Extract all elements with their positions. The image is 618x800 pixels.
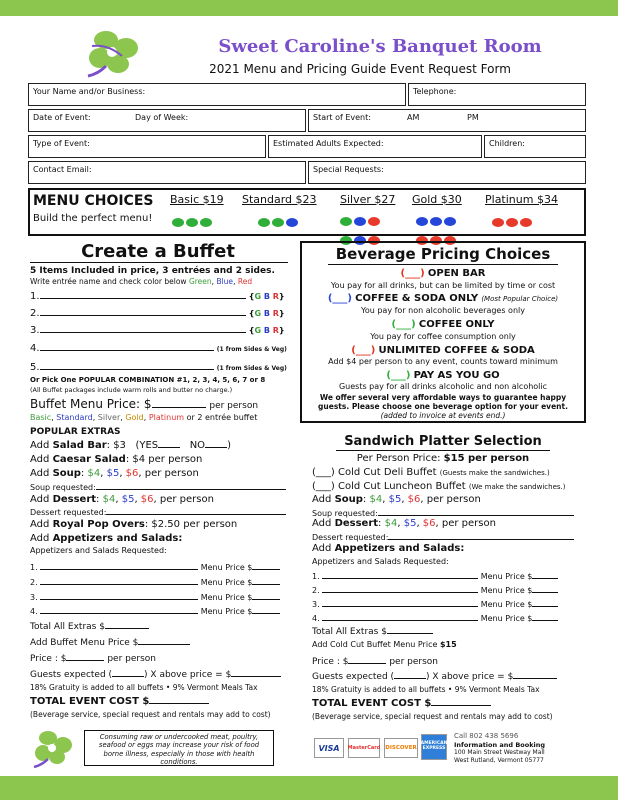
- soup-line[interactable]: Add Soup: $4, $5, $6, per person: [30, 468, 199, 479]
- pay-desc: Guests pay for all drinks alcoholic and non alcoholic: [338, 382, 548, 391]
- menu-choices-title: MENU CHOICES: [33, 193, 154, 209]
- sandwich-app-line-4[interactable]: 4. Menu Price $: [312, 613, 558, 623]
- beverage-divider: [328, 264, 558, 265]
- menu-choices-tagline: Build the perfect menu!: [33, 213, 153, 224]
- buffet-tier-legend: Basic, Standard, Silver, Gold, Platinum or 2 entrée buffet: [30, 413, 258, 422]
- discover-card-icon: DISCOVER: [384, 738, 418, 758]
- coffee-soda-option[interactable]: (___) COFFEE & SODA ONLY (Most Popular Choice): [327, 293, 559, 304]
- sandwich-soup-requested[interactable]: Soup requested:: [312, 508, 574, 518]
- sandwich-beverage-note: (Beverage service, special request and rentals may add to cost): [312, 712, 553, 721]
- special-requests-field[interactable]: [308, 161, 586, 184]
- entree-line-3[interactable]: 3. {G B R}: [30, 325, 285, 336]
- beverage-title: Beverage Pricing Choices: [335, 245, 551, 263]
- beverage-footnote-2: guests. Please choose one beverage option for your event.: [318, 402, 568, 411]
- beverage-footnote-3: (added to invoice at events end.): [380, 411, 506, 420]
- buffet-instructions: Write entrée name and check color below Green, Blue, Red: [30, 277, 253, 286]
- address-line-2: West Rutland, Vermont 05777: [454, 757, 544, 764]
- clover-logo-icon: [78, 26, 148, 78]
- special-label: Special Requests:: [313, 165, 384, 174]
- tier-standard-label[interactable]: Standard $23: [242, 193, 317, 206]
- coffee-soda-desc: You pay for non alcoholic beverages only: [361, 306, 525, 315]
- caesar-line[interactable]: Add Caesar Salad: $4 per person: [30, 454, 203, 465]
- entree-line-2[interactable]: 2. {G B R}: [30, 308, 285, 319]
- amex-card-icon: AMERICAN EXPRESS: [421, 734, 447, 760]
- address-line-1: 100 Main Street Westway Mall: [454, 749, 545, 756]
- sandwich-total-extras[interactable]: Total All Extras $: [312, 626, 433, 637]
- children-field[interactable]: [484, 135, 586, 158]
- email-field[interactable]: [28, 161, 306, 184]
- buffet-subtitle: 5 Items Included in price, 3 entrées and 2 sides.: [30, 266, 275, 276]
- unlimited-desc: Add $4 per person to any event, counts toward minimum: [328, 357, 558, 366]
- buffet-divider: [30, 262, 288, 263]
- name-label: Your Name and/or Business:: [33, 87, 146, 96]
- start-field[interactable]: [308, 109, 586, 132]
- date-label: Date of Event:: [33, 113, 91, 122]
- phone-number: Call 802 438 5696: [454, 732, 519, 740]
- add-cold-cut-price: Add Cold Cut Buffet Menu Price $15: [312, 640, 457, 649]
- adults-field[interactable]: [268, 135, 482, 158]
- sandwich-soup-line[interactable]: Add Soup: $4, $5, $6, per person: [312, 494, 481, 505]
- sandwich-price-per-person[interactable]: Price : $ per person: [312, 657, 438, 667]
- clover-logo-small-icon: [28, 728, 78, 768]
- telephone-field[interactable]: [408, 83, 586, 106]
- visa-card-icon: VISA: [314, 738, 344, 758]
- pay-as-you-go-option[interactable]: (___) PAY AS YOU GO: [386, 370, 500, 381]
- top-band: [0, 0, 618, 16]
- unlimited-option[interactable]: (___) UNLIMITED COFFEE & SODA: [351, 345, 535, 356]
- buffet-menu-price[interactable]: Buffet Menu Price: $ per person: [30, 397, 259, 411]
- sandwich-total-event-cost[interactable]: TOTAL EVENT COST $: [312, 698, 491, 709]
- apps-requested: Appetizers and Salads Requested:: [30, 546, 167, 555]
- price-per-person[interactable]: Price : $ per person: [30, 654, 156, 664]
- sandwich-apps-line[interactable]: Add Appetizers and Salads:: [312, 543, 465, 554]
- tier-silver-label[interactable]: Silver $27: [340, 193, 396, 206]
- cold-cut-deli-option[interactable]: (___) Cold Cut Deli Buffet (Guests make the sandwiches.): [312, 467, 550, 478]
- side-line-5[interactable]: 5. (1 from Sides & Veg): [30, 362, 287, 373]
- combo-note: Or Pick One POPULAR COMBINATION #1, 2, 3, 4, 5, 6, 7 or 8: [30, 376, 266, 384]
- dessert-line[interactable]: Add Dessert: $4, $5, $6, per person: [30, 494, 214, 505]
- add-buffet-price[interactable]: Add Buffet Menu Price $: [30, 637, 190, 648]
- page-subtitle: 2021 Menu and Pricing Guide Event Request Form: [209, 62, 511, 76]
- app-line-3[interactable]: 3. Menu Price $: [30, 592, 280, 602]
- name-field[interactable]: [28, 83, 406, 106]
- coffee-only-desc: You pay for coffee consumption only: [370, 332, 516, 341]
- soup-requested[interactable]: Soup requested:: [30, 482, 286, 492]
- pm-label: PM: [467, 113, 479, 122]
- cold-cut-lunch-option[interactable]: (___) Cold Cut Luncheon Buffet (We make the sandwiches.): [312, 481, 566, 492]
- open-bar-option[interactable]: (___) OPEN BAR: [400, 268, 486, 279]
- tier-platinum-label[interactable]: Platinum $34: [485, 193, 558, 206]
- bottom-band: [0, 776, 618, 800]
- sandwich-gratuity-note: 18% Gratuity is added to all buffets • 9% Vermont Meals Tax: [312, 685, 540, 694]
- day-label: Day of Week:: [135, 113, 189, 122]
- start-label: Start of Event:: [313, 113, 371, 122]
- app-line-1[interactable]: 1. Menu Price $: [30, 562, 280, 572]
- gratuity-note: 18% Gratuity is added to all buffets • 9% Vermont Meals Tax: [30, 683, 258, 692]
- rolls-note: (All Buffet packages include warm rolls and butter no charge.): [30, 386, 233, 394]
- page-title: Sweet Caroline's Banquet Room: [218, 36, 542, 57]
- tier-standard-dots: [258, 212, 300, 231]
- total-extras[interactable]: Total All Extras $: [30, 621, 149, 632]
- adults-label: Estimated Adults Expected:: [273, 139, 384, 148]
- type-field[interactable]: [28, 135, 266, 158]
- food-safety-disclaimer: Consuming raw or undercooked meat, poultry, seafood or eggs may increase your risk of food borne illness, especially in those with health conditions.: [84, 730, 274, 766]
- children-label: Children:: [489, 139, 525, 148]
- sandwich-dessert-line[interactable]: Add Dessert: $4, $5, $6, per person: [312, 518, 496, 529]
- sandwich-divider: [336, 450, 550, 451]
- apps-line[interactable]: Add Appetizers and Salads:: [30, 533, 183, 544]
- sandwich-dessert-requested[interactable]: Dessert requested:: [312, 532, 574, 542]
- beverage-cost-note: (Beverage service, special request and rentals may add to cost): [30, 710, 271, 719]
- mastercard-icon: MasterCard: [348, 738, 380, 758]
- sandwich-guests-calc[interactable]: Guests expected ( ) X above price = $: [312, 671, 557, 682]
- email-label: Contact Email:: [33, 165, 92, 174]
- sandwich-app-line-1[interactable]: 1. Menu Price $: [312, 571, 558, 581]
- booking-info: Information and Booking: [454, 741, 546, 749]
- app-line-4[interactable]: 4. Menu Price $: [30, 606, 280, 616]
- beverage-footnote-1: We offer several very affordable ways to guarantee happy: [319, 393, 567, 402]
- sandwich-app-line-2[interactable]: 2. Menu Price $: [312, 585, 558, 595]
- salad-bar-line[interactable]: Add Salad Bar: $3 (YES NO ): [30, 440, 231, 451]
- extras-title: POPULAR EXTRAS: [30, 427, 121, 437]
- tier-platinum-dots: [492, 212, 534, 231]
- buffet-title: Create a Buffet: [81, 241, 235, 262]
- coffee-only-option[interactable]: (___) COFFEE ONLY: [391, 319, 495, 330]
- sandwich-app-line-3[interactable]: 3. Menu Price $: [312, 599, 558, 609]
- guests-calc[interactable]: Guests expected ( ) X above price = $: [30, 669, 281, 680]
- date-field[interactable]: [28, 109, 306, 132]
- total-event-cost[interactable]: TOTAL EVENT COST $: [30, 696, 209, 707]
- type-label: Type of Event:: [33, 139, 90, 148]
- tier-basic-dots: [172, 212, 214, 231]
- sandwich-price: Per Person Price: $15 per person: [356, 453, 530, 464]
- popovers-line[interactable]: Add Royal Pop Overs: $2.50 per person: [30, 519, 238, 530]
- side-line-4[interactable]: 4. (1 from Sides & Veg): [30, 343, 287, 354]
- sandwich-title: Sandwich Platter Selection: [344, 434, 542, 449]
- app-line-2[interactable]: 2. Menu Price $: [30, 577, 280, 587]
- tier-basic-label[interactable]: Basic $19: [170, 193, 224, 206]
- dessert-requested[interactable]: Dessert requested:: [30, 507, 286, 517]
- sandwich-apps-requested: Appetizers and Salads Requested:: [312, 557, 449, 566]
- telephone-label: Telephone:: [413, 87, 457, 96]
- open-bar-desc: You pay for all drinks, but can be limited by time or cost: [330, 281, 556, 290]
- entree-line-1[interactable]: 1. {G B R}: [30, 291, 285, 302]
- am-label: AM: [407, 113, 420, 122]
- tier-gold-label[interactable]: Gold $30: [412, 193, 462, 206]
